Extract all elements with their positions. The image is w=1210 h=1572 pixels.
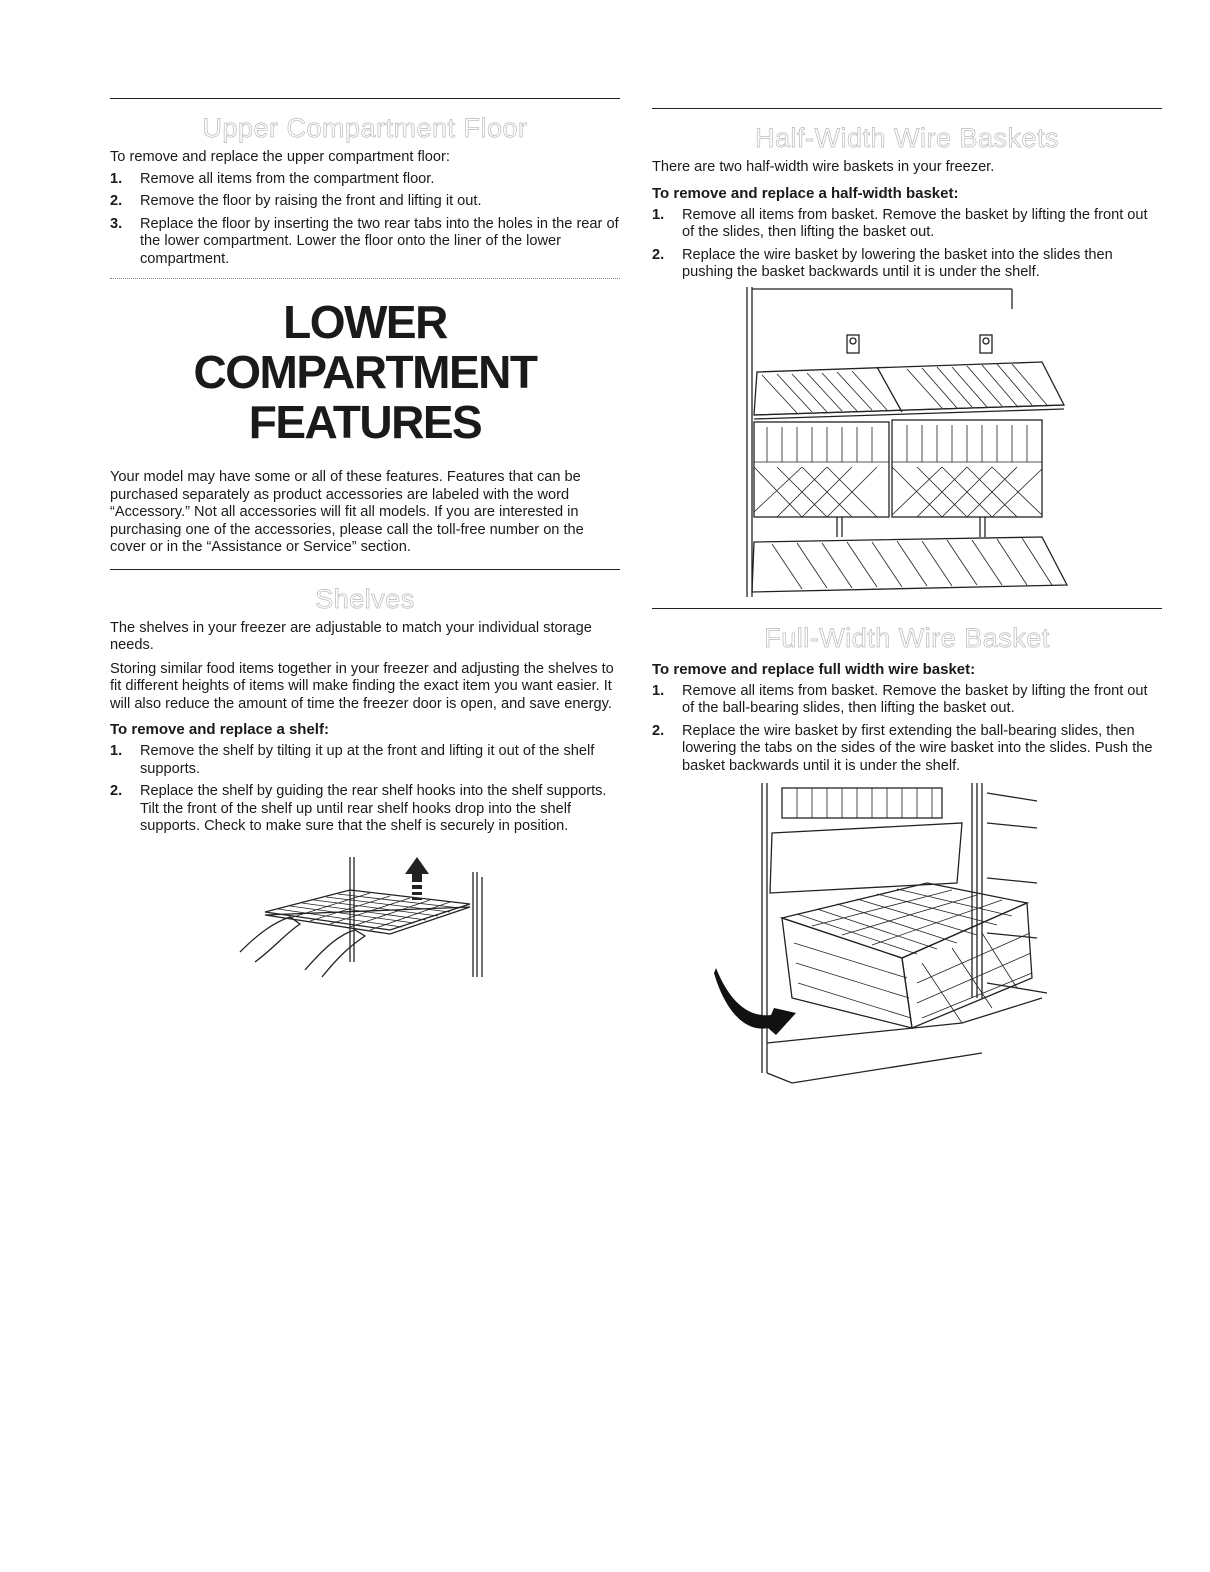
section-divider bbox=[110, 98, 620, 99]
upper-floor-steps bbox=[110, 171, 620, 269]
lower-intro: Your model may have some or all of these features. Features that can be purchased separately as product accessories are labeled with the word “Accessory.” Not all accessories will fit all models. If you are interested in purchasing one of the accessories, please call the toll-free number on the cover or in the “Assistance or Service” section. bbox=[110, 469, 584, 555]
list-item bbox=[652, 723, 1162, 776]
step-number: 2. bbox=[110, 783, 123, 799]
section-divider bbox=[110, 569, 620, 570]
step-text: Remove all items from basket. Remove the basket by lifting the front out of the ball-bearing slides, then lifting the basket out. bbox=[682, 682, 1148, 716]
half-width-steps bbox=[652, 207, 1162, 282]
shelves-subhead: To remove and replace a shelf: bbox=[110, 721, 329, 738]
list-item bbox=[110, 743, 620, 778]
step-text: Remove the floor by raising the front and lifting it out. bbox=[140, 193, 482, 209]
shelves-para-2: Storing similar food items together in your freezer and adjusting the shelves to fit different heights of items will make finding the exact item you want easier. It will also reduce the amount of time the freezer door is open, and save energy. bbox=[110, 660, 614, 712]
shelves-steps bbox=[110, 743, 620, 836]
title-line-2: FEATURES bbox=[248, 396, 482, 448]
step-text: Replace the shelf by guiding the rear shelf hooks into the shelf supports. Tilt the front of the shelf up until rear shelf hooks drop into the shelf supports. Check to make sure that the shelf is securely in position. bbox=[140, 783, 607, 834]
list-item bbox=[110, 216, 620, 269]
step-text: Replace the wire basket by lowering the basket into the slides then pushing the basket backwards until it is under the shelf. bbox=[682, 246, 1113, 280]
list-item bbox=[110, 783, 620, 836]
full-width-basket-illustration bbox=[712, 783, 1112, 1103]
full-width-subhead: To remove and replace full width wire basket: bbox=[652, 660, 976, 678]
half-width-intro: There are two half-width wire baskets in your freezer. bbox=[652, 159, 995, 175]
step-text: Replace the wire basket by first extending the ball-bearing slides, then lowering the tabs on the sides of the wire basket into the slides. Push the basket backwards until it is under the shelf. bbox=[682, 722, 1153, 774]
list-item bbox=[110, 193, 620, 211]
list-item bbox=[652, 247, 1162, 282]
step-text: Remove all items from basket. Remove the basket by lifting the front out of the slides, then lifting the basket out. bbox=[682, 206, 1148, 240]
shelves-para-1: The shelves in your freezer are adjustable to match your individual storage needs. bbox=[110, 619, 592, 653]
full-width-steps bbox=[652, 683, 1162, 776]
title-line-1: LOWER COMPARTMENT bbox=[193, 296, 537, 398]
upper-floor-intro: To remove and replace the upper compartment floor: bbox=[110, 149, 450, 165]
list-item bbox=[652, 683, 1162, 718]
step-number: 2. bbox=[652, 722, 665, 739]
full-width-heading: Full-Width Wire Basket bbox=[764, 622, 1050, 653]
list-item bbox=[652, 207, 1162, 242]
list-item bbox=[110, 171, 620, 189]
right-column bbox=[652, 98, 1162, 1103]
step-text: Replace the floor by inserting the two rear tabs into the holes in the rear of the lower compartment. Lower the floor onto the liner of the lower compartment. bbox=[140, 215, 619, 267]
lower-compartment-title bbox=[110, 297, 620, 447]
step-text: Remove all items from the compartment floor. bbox=[140, 170, 435, 187]
section-divider bbox=[652, 108, 1162, 109]
shelf-removal-illustration bbox=[230, 852, 500, 982]
dotted-divider bbox=[110, 278, 620, 279]
section-divider bbox=[652, 608, 1162, 609]
step-number: 1. bbox=[110, 170, 123, 187]
step-number: 2. bbox=[652, 246, 665, 263]
step-number: 1. bbox=[652, 682, 665, 699]
half-width-heading: Half-Width Wire Baskets bbox=[754, 123, 1060, 153]
step-text: Remove the shelf by tilting it up at the front and lifting it out of the shelf supports. bbox=[140, 743, 595, 777]
upper-floor-heading: Upper Compartment Floor bbox=[202, 113, 528, 143]
shelves-heading: Shelves bbox=[315, 583, 415, 614]
step-number: 1. bbox=[652, 206, 665, 223]
step-number: 2. bbox=[110, 193, 123, 209]
left-column bbox=[110, 98, 620, 982]
half-width-subhead: To remove and replace a half-width basket: bbox=[652, 184, 959, 202]
step-number: 3. bbox=[110, 215, 123, 232]
half-width-baskets-illustration bbox=[742, 287, 1072, 602]
step-number: 1. bbox=[110, 743, 123, 759]
